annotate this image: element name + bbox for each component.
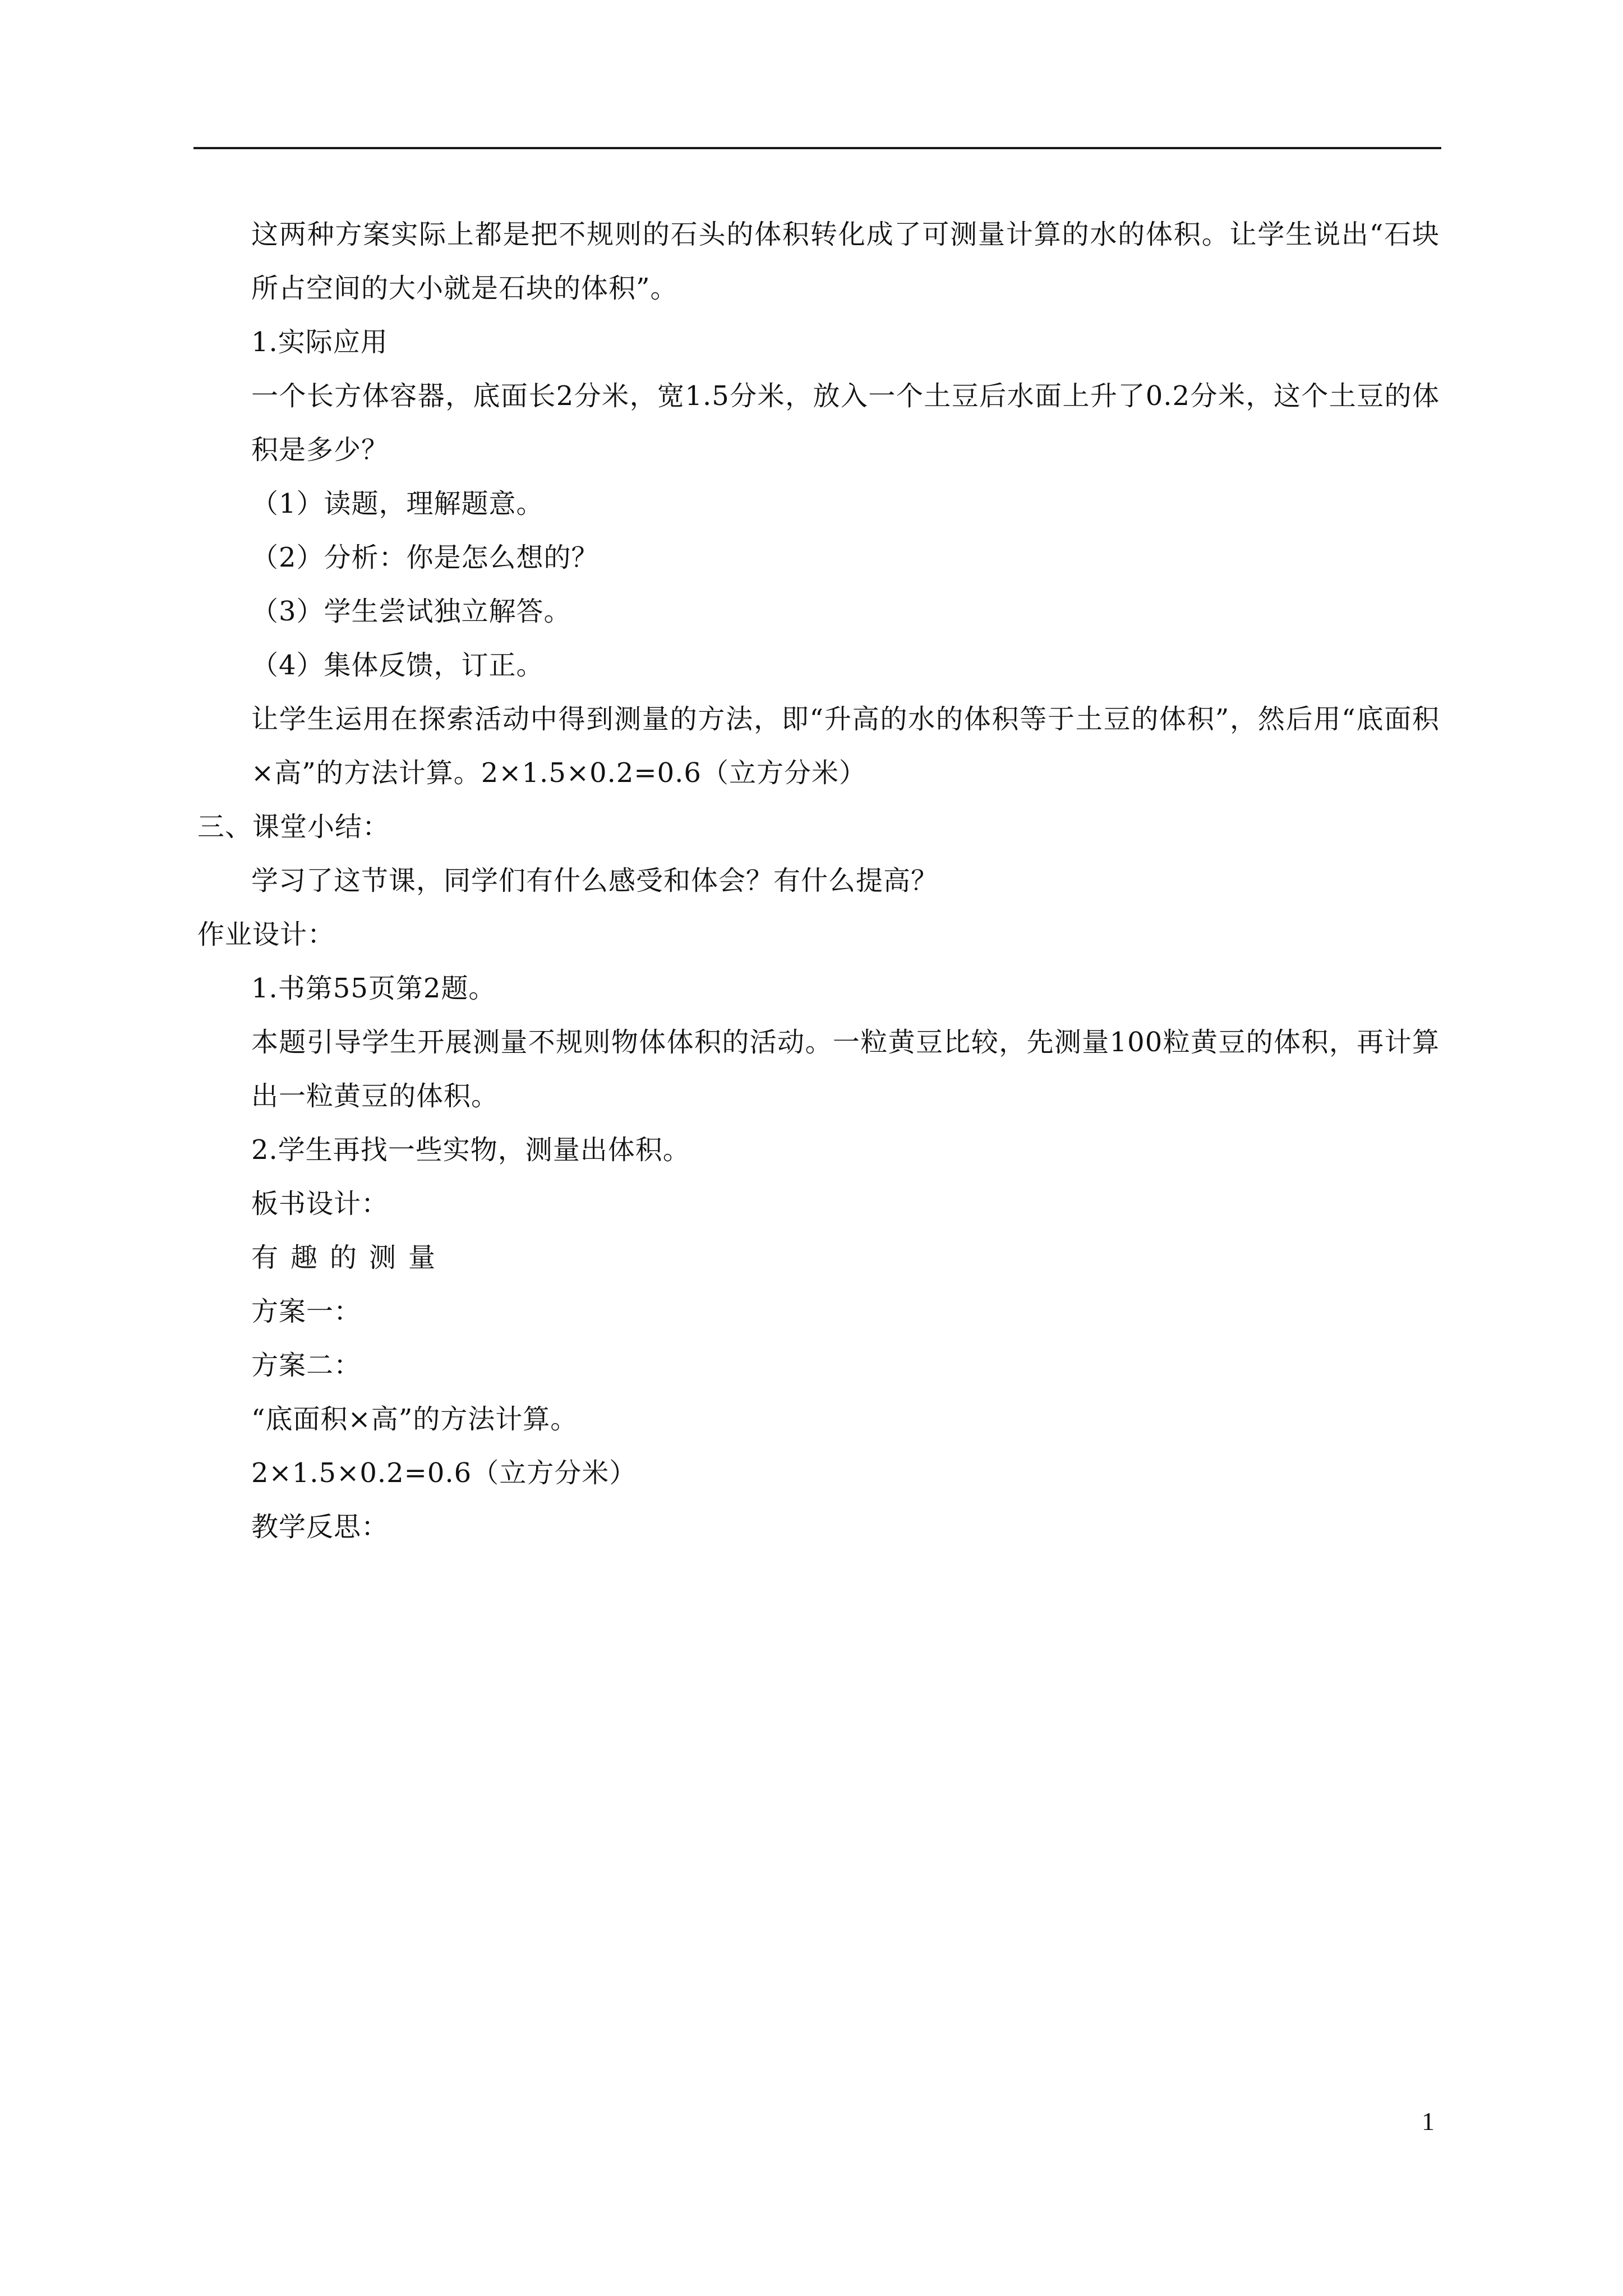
- homework-item-2: 2.学生再找一些实物，测量出体积。: [251, 1134, 690, 1166]
- paragraph-potato-problem: 一个长方体容器，底面长2分米，宽1.5分米，放入一个土豆后水面上升了0.2分米，这个土豆的体积是多少？: [251, 380, 1440, 466]
- document-body: [197, 208, 1440, 1554]
- paragraph-measurement-method: 让学生运用在探索活动中得到测量的方法，即“升高的水的体积等于土豆的体积”，然后用“底面积×高”的方法计算。2×1.5×0.2=0.6（立方分米）: [251, 703, 1440, 789]
- step-read-question: （1）读题，理解题意。: [251, 488, 544, 519]
- board-plan-two: 方案二：: [251, 1350, 362, 1381]
- step-group-feedback: （4）集体反馈，订正。: [251, 650, 544, 681]
- heading-board-design: 板书设计：: [251, 1188, 389, 1220]
- heading-practical-application: 1.实际应用: [251, 326, 388, 358]
- header-rule: [193, 147, 1441, 149]
- board-title: 有趣的测量: [251, 1242, 448, 1273]
- board-formula: 2×1.5×0.2=0.6（立方分米）: [251, 1457, 637, 1489]
- paragraph-summary: 学习了这节课，同学们有什么感受和体会？有什么提高？: [251, 865, 939, 896]
- heading-homework-design: 作业设计：: [197, 919, 335, 950]
- step-independent-solve: （3）学生尝试独立解答。: [251, 596, 571, 627]
- heading-teaching-reflection: 教学反思：: [251, 1511, 389, 1543]
- paragraph-stone-volume: 这两种方案实际上都是把不规则的石头的体积转化成了可测量计算的水的体积。让学生说出“石块所占空间的大小就是石块的体积”。: [251, 219, 1440, 304]
- board-plan-one: 方案一：: [251, 1296, 362, 1327]
- page-number: 1: [1422, 2107, 1435, 2136]
- heading-class-summary: 三、课堂小结：: [197, 811, 390, 843]
- step-analyze: （2）分析：你是怎么想的？: [251, 542, 599, 573]
- homework-item-1: 1.书第55页第2题。: [251, 973, 496, 1004]
- board-method: “底面积×高”的方法计算。: [251, 1404, 578, 1435]
- homework-item-1-description: 本题引导学生开展测量不规则物体体积的活动。一粒黄豆比较，先测量100粒黄豆的体积，再计算出一粒黄豆的体积。: [251, 1027, 1440, 1112]
